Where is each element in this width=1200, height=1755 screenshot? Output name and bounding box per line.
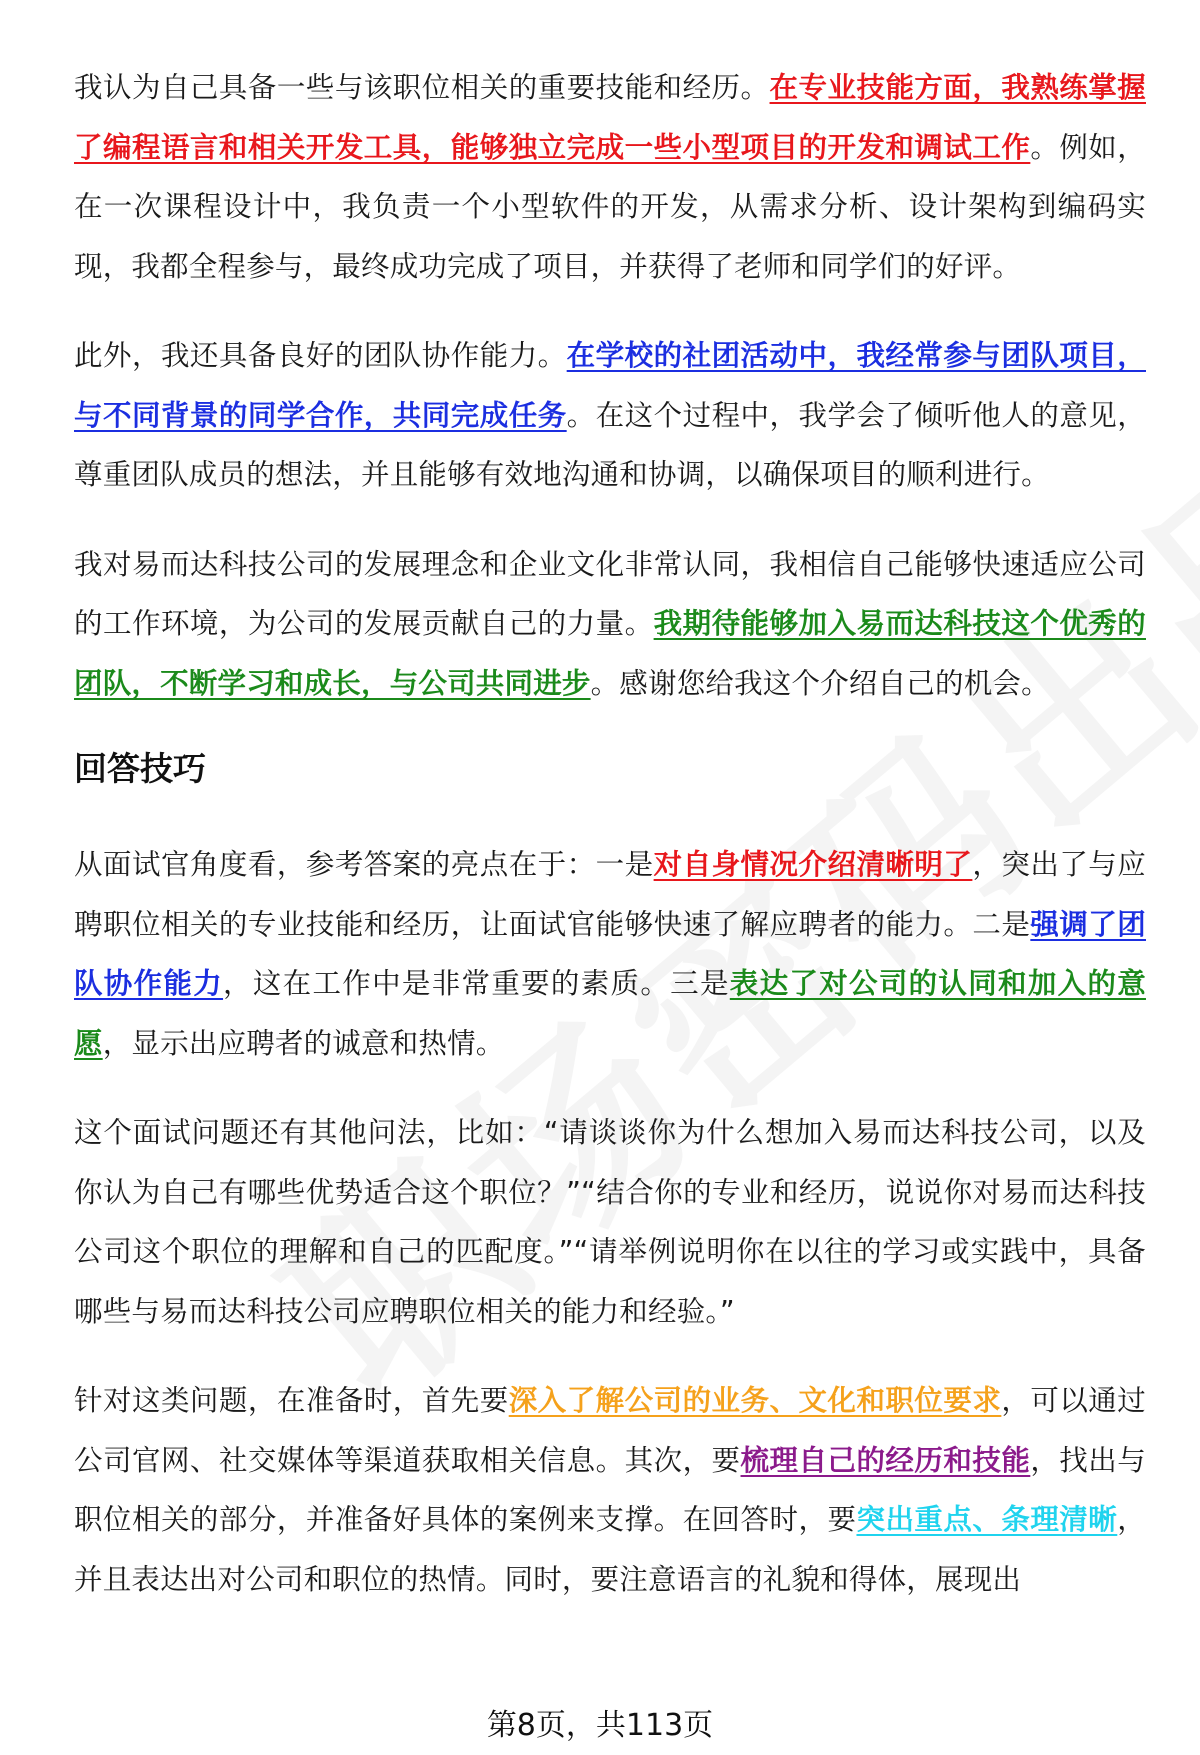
highlighted-text: 在专业技能方面，我熟练掌握了编程语言和相关开发工具，能够独立完成一些小型项目的开发和调试工作 [74, 71, 1146, 164]
tips-section [74, 835, 1146, 1609]
paragraph-text: ，显示出应聘者的诚意和热情。 [102, 1026, 505, 1060]
paragraph [74, 58, 1146, 296]
answer-section [74, 58, 1146, 713]
highlighted-text: 强调了团队协作能力 [74, 907, 1146, 1000]
paragraph [74, 535, 1146, 714]
paragraph-text: 针对这类问题，在准备时，首先要 [74, 1384, 509, 1417]
paragraph [74, 1371, 1146, 1609]
paragraph-text: ，并且表达出对公司和职位的热情。同时，要注意语言的礼貌和得体，展现出 [74, 1503, 1146, 1596]
paragraph-text: 此外，我还具备良好的团队协作能力。 [74, 339, 567, 372]
paragraph-text: 我对易而达科技公司的发展理念和企业文化非常认同，我相信自己能够快速适应公司的工作环境，为公司的发展贡献自己的力量。 [74, 547, 1146, 640]
paragraph-text: ，找出与职位相关的部分，并准备好具体的案例来支撑。在回答时，要 [74, 1443, 1146, 1536]
paragraph-text: 。例如，在一次课程设计中，我负责一个小型软件的开发，从需求分析、设计架构到编码实现，我都全程参与，最终成功完成了项目，并获得了老师和同学们的好评。 [74, 130, 1146, 283]
paragraph-text: 从面试官角度看，参考答案的亮点在于：一是 [74, 848, 654, 881]
paragraph-text: 。在这个过程中，我学会了倾听他人的意见，尊重团队成员的想法，并且能够有效地沟通和协调，以确保项目的顺利进行。 [74, 398, 1146, 491]
highlighted-text: 突出重点、条理清晰 [856, 1503, 1118, 1536]
paragraph [74, 326, 1146, 505]
highlighted-text: 我期待能够加入易而达科技这个优秀的团队，不断学习和成长，与公司共同进步 [74, 607, 1146, 700]
paragraph-text: ，可以通过公司官网、社交媒体等渠道获取相关信息。其次，要 [74, 1384, 1146, 1477]
paragraph-text: 我认为自己具备一些与该职位相关的重要技能和经历。 [74, 71, 770, 104]
highlighted-text: 对自身情况介绍清晰明了 [653, 848, 973, 881]
highlighted-text: 表达了对公司的认同和加入的意愿 [74, 967, 1146, 1060]
highlighted-text: 深入了解公司的业务、文化和职位要求 [508, 1384, 1002, 1417]
paragraph [74, 835, 1146, 1073]
highlighted-text: 在学校的社团活动中，我经常参与团队项目，与不同背景的同学合作，共同完成任务 [74, 339, 1146, 432]
document-body [74, 58, 1146, 1639]
paragraph-text: 。感谢您给我这个介绍自己的机会。 [590, 666, 1050, 700]
paragraph-text: ，突出了与应聘职位相关的专业技能和经历，让面试官能够快速了解应聘者的能力。二是 [74, 848, 1146, 941]
paragraph-text: ，这在工作中是非常重要的素质。三是 [223, 967, 730, 1000]
highlighted-text: 梳理自己的经历和技能 [740, 1443, 1031, 1477]
paragraph [74, 1103, 1146, 1341]
paragraph-text: 这个面试问题还有其他问法，比如：“请谈谈你为什么想加入易而达科技公司，以及你认为自己有哪些优势适合这个职位？”“结合你的专业和经历，说说你对易而达科技公司这个职位的理解和自己的匹配度。”“请举例说明你在以往的学习或实践中，具备哪些与易而达科技公司应聘职位相关的能力和经验。” [74, 1116, 1146, 1328]
page-footer: 第8页，共113页 [486, 1708, 714, 1743]
section-heading: 回答技巧 [74, 749, 206, 788]
